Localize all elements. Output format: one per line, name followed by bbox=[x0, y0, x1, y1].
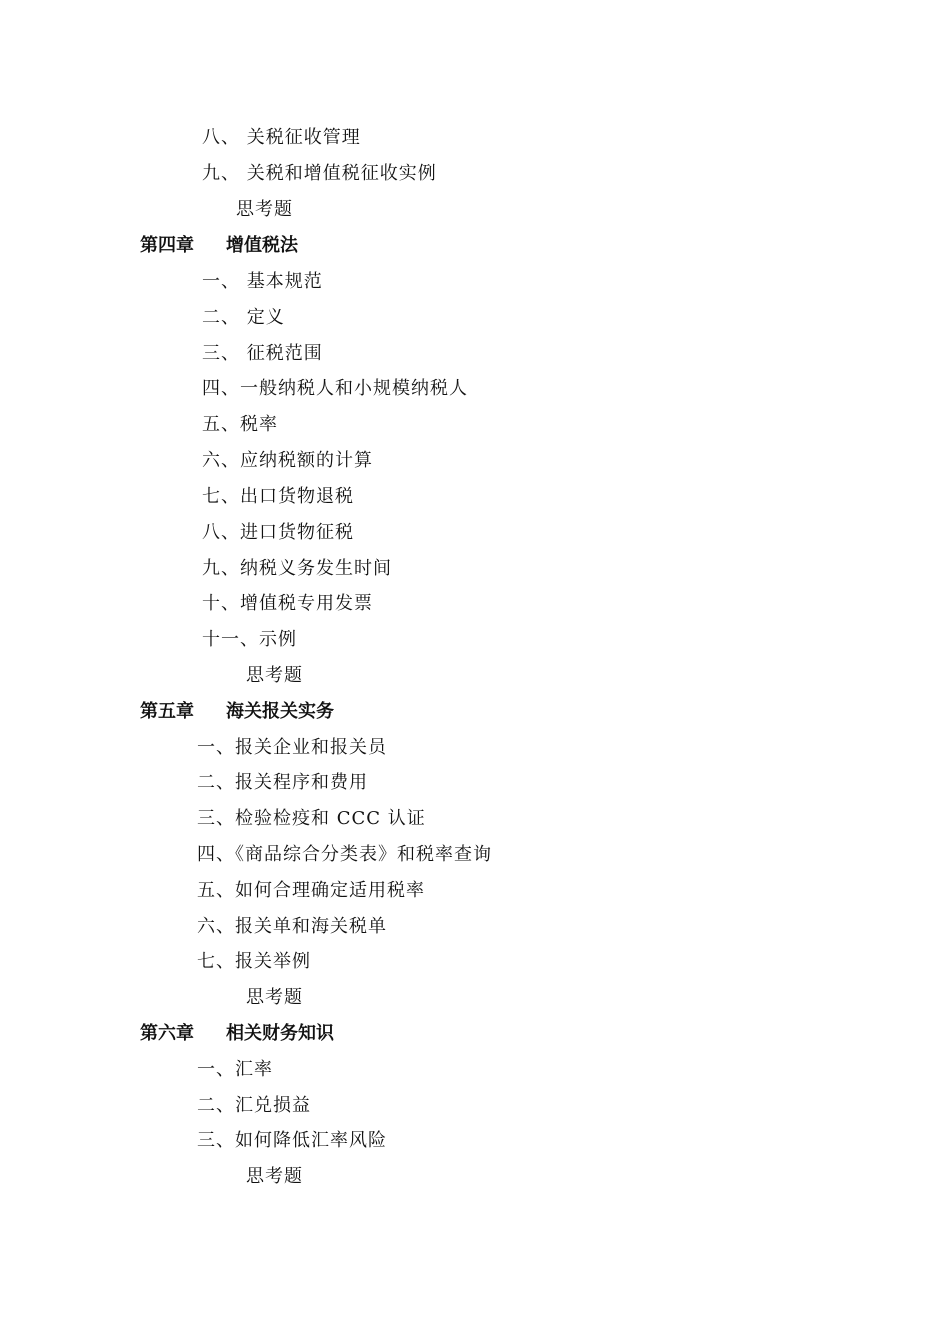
chapter-number: 第六章 bbox=[140, 1023, 194, 1044]
toc-item: 三、 征税范围 bbox=[202, 343, 323, 364]
toc-item: 八、 关税征收管理 bbox=[202, 127, 361, 148]
toc-item: 三、如何降低汇率风险 bbox=[197, 1130, 387, 1151]
chapter-number: 第五章 bbox=[140, 701, 194, 722]
toc-item: 六、报关单和海关税单 bbox=[197, 916, 387, 937]
toc-item: 五、税率 bbox=[202, 414, 278, 435]
toc-item: 九、纳税义务发生时间 bbox=[202, 558, 392, 579]
chapter-title: 相关财务知识 bbox=[226, 1023, 334, 1044]
toc-item: 七、报关举例 bbox=[197, 951, 311, 972]
toc-questions: 思考题 bbox=[246, 1166, 303, 1187]
toc-item: 二、报关程序和费用 bbox=[197, 772, 368, 793]
toc-questions: 思考题 bbox=[246, 987, 303, 1008]
toc-item: 四、《商品综合分类表》和税率查询 bbox=[197, 844, 492, 865]
chapter-number: 第四章 bbox=[140, 235, 194, 256]
chapter-heading-5 bbox=[140, 700, 334, 724]
toc-item: 八、进口货物征税 bbox=[202, 522, 354, 543]
toc-item: 七、出口货物退税 bbox=[202, 486, 354, 507]
toc-item: 一、 基本规范 bbox=[202, 271, 323, 292]
toc-questions: 思考题 bbox=[246, 665, 303, 686]
toc-item: 四、一般纳税人和小规模纳税人 bbox=[202, 378, 468, 399]
toc-item: 二、汇兑损益 bbox=[197, 1095, 311, 1116]
toc-item: 六、应纳税额的计算 bbox=[202, 450, 373, 471]
chapter-heading-4 bbox=[140, 234, 298, 258]
toc-item: 十、增值税专用发票 bbox=[202, 593, 373, 614]
toc-item: 二、 定义 bbox=[202, 307, 285, 328]
chapter-title: 海关报关实务 bbox=[226, 701, 334, 722]
chapter-title: 增值税法 bbox=[226, 235, 298, 256]
toc-item: 十一、示例 bbox=[202, 629, 297, 650]
chapter-heading-6 bbox=[140, 1022, 334, 1046]
toc-item: 五、如何合理确定适用税率 bbox=[197, 880, 425, 901]
toc-questions: 思考题 bbox=[236, 199, 293, 220]
toc-item: 一、报关企业和报关员 bbox=[197, 737, 387, 758]
toc-item: 九、 关税和增值税征收实例 bbox=[202, 163, 437, 184]
toc-item: 一、汇率 bbox=[197, 1059, 273, 1080]
toc-item: 三、检验检疫和 CCC 认证 bbox=[197, 808, 426, 829]
